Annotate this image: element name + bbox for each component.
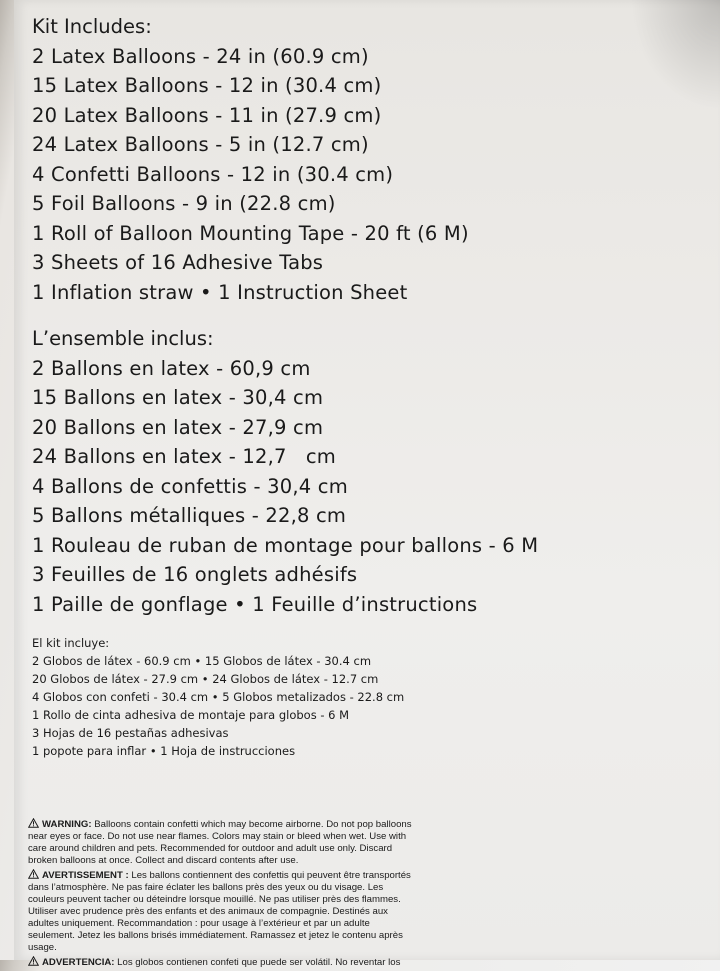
french-warning-body: Les ballons contiennent des confettis qui peuvent être transportés dans l’atmosphère. Ne pas faire éclater les ballons près des yeux ou du visage. Les couleurs peuvent tacher ou déteindre lorsque mouillé. Ne pas utiliser près des flammes. Utiliser avec prudence près des enfants et des animaux de compagnie. Destinés aux adultes uniquement. Recommandation : pour usage à l’extérieur et par un adulte seulement. Jetez les ballons brisés immédiatement. Ramassez et jetez le contenu après usage. [28, 870, 411, 953]
french-item: 24 Ballons en latex - 12,7 cm [32, 445, 336, 468]
spanish-warning-head: ADVERTENCIA: [42, 957, 115, 968]
spanish-item: 20 Globos de látex - 27.9 cm • 24 Globos de látex - 12.7 cm [32, 672, 379, 686]
spanish-warning [28, 956, 418, 969]
french-item: 20 Ballons en latex - 27,9 cm [32, 415, 324, 439]
spanish-contents-section [32, 634, 404, 760]
english-item: 15 Latex Balloons - 12 in (30.4 cm) [32, 74, 382, 97]
french-item: 2 Ballons en latex - 60,9 cm [32, 356, 311, 380]
english-item: 24 Latex Balloons - 5 in (12.7 cm) [32, 133, 369, 156]
french-item: 15 Ballons en latex - 30,4 cm [32, 386, 324, 409]
english-item: 3 Sheets of 16 Adhesive Tabs [32, 251, 324, 274]
spanish-item: 1 Rollo de cinta adhesiva de montaje para globos - 6 M [32, 708, 350, 722]
english-item: 2 Latex Balloons - 24 in (60.9 cm) [32, 44, 369, 68]
warning-triangle-icon [28, 818, 39, 828]
french-warning [28, 869, 418, 954]
warning-triangle-icon [28, 869, 39, 879]
package-panel [14, 0, 720, 968]
english-item: 1 Roll of Balloon Mounting Tape - 20 ft (6 M) [32, 221, 469, 245]
spanish-item: 1 popote para inflar • 1 Hoja de instrucciones [32, 744, 296, 758]
french-item: 4 Ballons de confettis - 30,4 cm [32, 474, 348, 498]
french-item: 5 Ballons métalliques - 22,8 cm [32, 504, 347, 527]
english-warning-head: WARNING: [42, 819, 92, 830]
french-item: 3 Feuilles de 16 onglets adhésifs [32, 563, 358, 586]
english-item: 1 Inflation straw • 1 Instruction Sheet [32, 280, 408, 304]
french-item: 1 Paille de gonflage • 1 Feuille d’instructions [32, 592, 478, 616]
english-warning [28, 818, 418, 867]
spanish-warning-body: Los globos contienen confeti que puede ser volátil. No reventar los [117, 957, 401, 968]
warnings-section [28, 818, 418, 971]
french-item: 1 Rouleau de ruban de montage pour ballons - 6 M [32, 533, 539, 557]
english-item: 5 Foil Balloons - 9 in (22.8 cm) [32, 192, 336, 215]
spanish-item: 4 Globos con confeti - 30.4 cm • 5 Globos metalizados - 22.8 cm [32, 690, 405, 704]
spanish-item: 2 Globos de látex - 60.9 cm • 15 Globos de látex - 30.4 cm [32, 654, 372, 668]
spanish-heading: El kit incluye: [32, 636, 110, 650]
french-contents-section [32, 324, 538, 619]
french-warning-head: AVERTISSEMENT : [42, 870, 129, 881]
english-contents-section [32, 12, 469, 307]
french-heading: L’ensemble inclus: [32, 327, 214, 350]
english-warning-body: Balloons contain confetti which may become airborne. Do not pop balloons near eyes or face. Do not use near flames. Colors may stain or bleed when wet. Use with care around children and pets. Recommended for outdoor and adult use only. Discard broken balloons at once. Collect and discard contents after use. [28, 819, 412, 866]
spanish-item: 3 Hojas de 16 pestañas adhesivas [32, 726, 229, 740]
english-heading: Kit Includes: [32, 15, 152, 38]
corner-shadow [630, 0, 720, 110]
english-item: 4 Confetti Balloons - 12 in (30.4 cm) [32, 162, 394, 186]
warning-triangle-icon [28, 956, 39, 966]
english-item: 20 Latex Balloons - 11 in (27.9 cm) [32, 103, 382, 127]
